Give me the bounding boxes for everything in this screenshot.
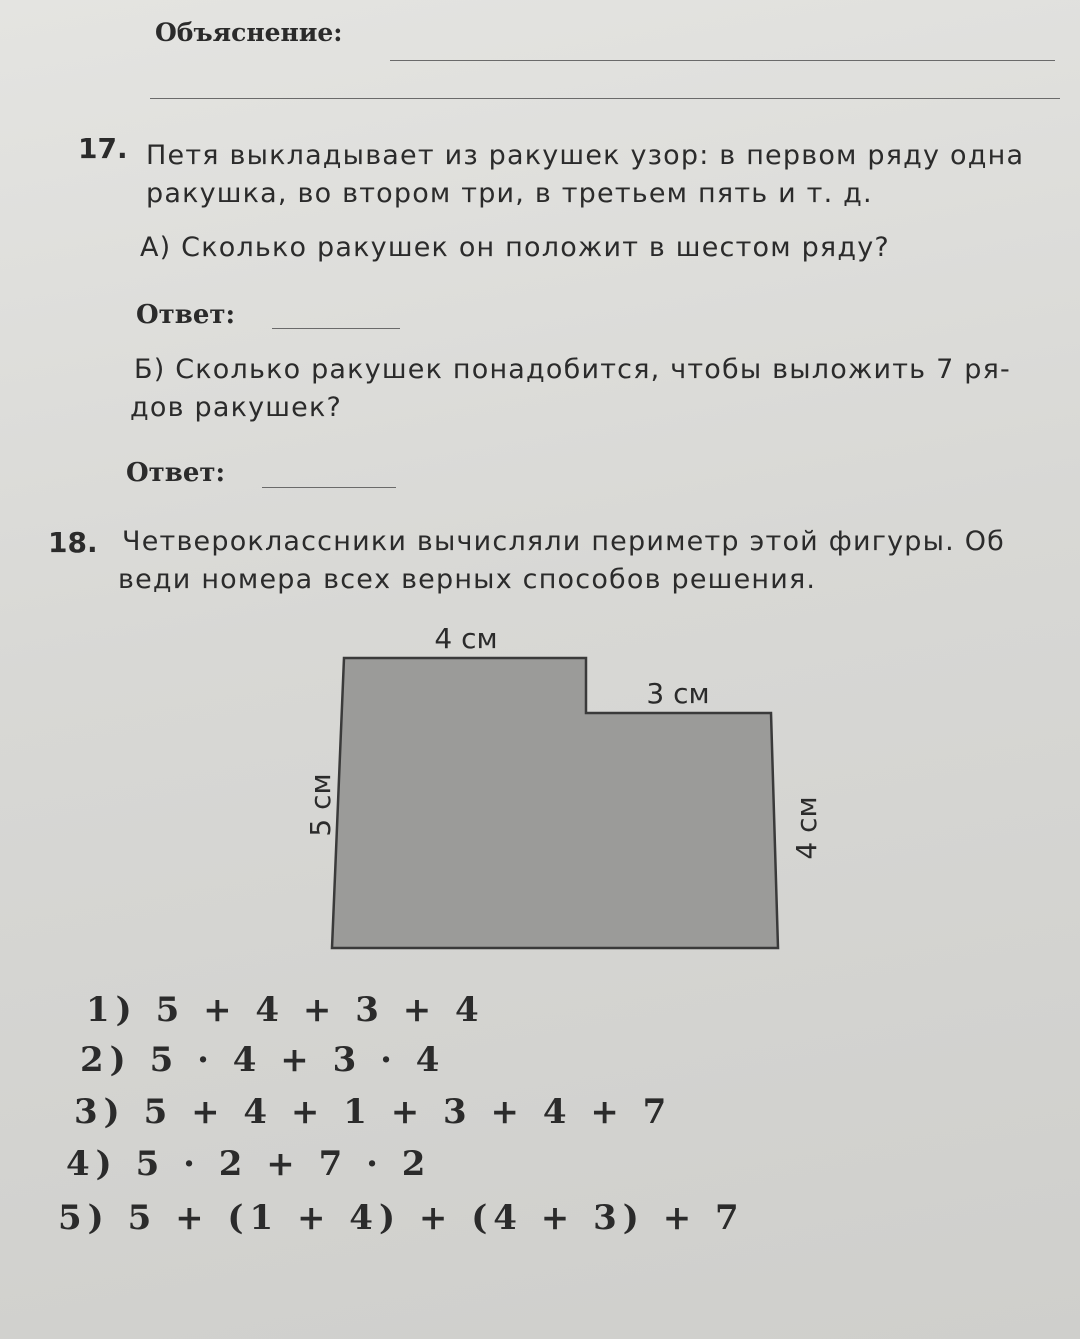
option-1[interactable]: 1) 5 + 4 + 3 + 4 (86, 990, 485, 1030)
option-3[interactable]: 3) 5 + 4 + 1 + 3 + 4 + 7 (74, 1092, 673, 1132)
q17-number: 17. (78, 132, 128, 165)
figure-top-label: 4 см (434, 622, 498, 655)
figure-left-label: 5 см (304, 773, 337, 837)
q17-part-a: А) Сколько ракушек он положит в шестом ряду? (140, 232, 890, 263)
q18-number: 18. (48, 526, 98, 559)
explanation-label: Объяснение: (155, 18, 343, 47)
figure-step-label: 3 см (646, 677, 710, 710)
q17-text-line-2: ракушка, во втором три, в третьем пять и т. д. (146, 178, 873, 209)
q17-answer-label-a: Ответ: (136, 300, 236, 330)
q17-part-b-line-1: Б) Сколько ракушек понадобится, чтобы выложить 7 ря- (134, 354, 1011, 385)
option-4[interactable]: 4) 5 · 2 + 7 · 2 (66, 1144, 432, 1184)
option-5[interactable]: 5) 5 + (1 + 4) + (4 + 3) + 7 (58, 1198, 745, 1238)
q17-answer-label-b: Ответ: (126, 458, 226, 488)
q17-part-b-line-2: дов ракушек? (130, 392, 343, 423)
q18-text-line-1: Четвероклассники вычисляли периметр этой фигуры. Об (122, 526, 1006, 557)
figure-right-label: 4 см (790, 796, 823, 860)
figure-shape (332, 658, 778, 948)
q17-text-line-1: Петя выкладывает из ракушек узор: в первом ряду одна (146, 140, 1025, 171)
q18-text-line-2: веди номера всех верных способов решения. (118, 564, 817, 595)
option-2[interactable]: 2) 5 · 4 + 3 · 4 (80, 1040, 446, 1080)
